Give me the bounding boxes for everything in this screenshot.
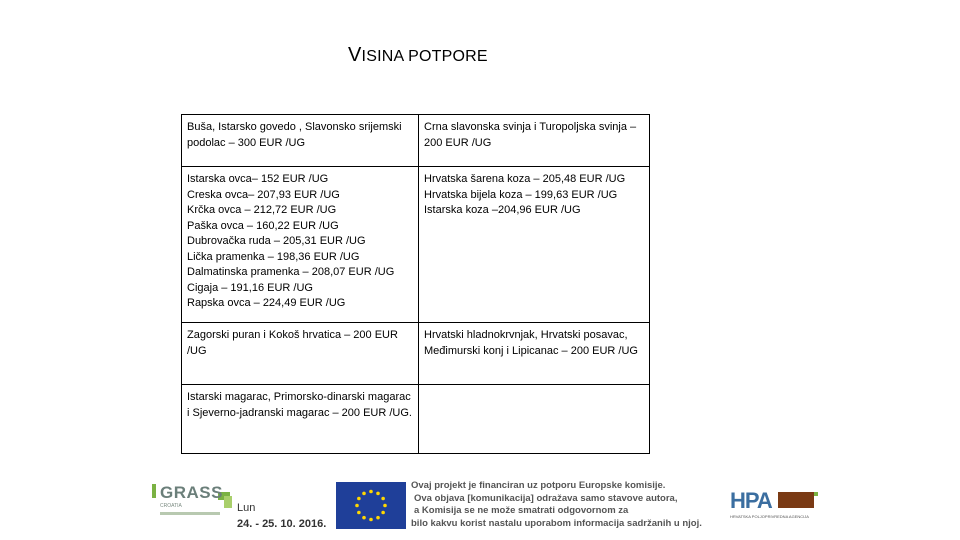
table-cell-right xyxy=(419,115,650,167)
eu-star-icon xyxy=(357,497,361,501)
eu-star-icon xyxy=(381,497,385,501)
eu-star-icon xyxy=(381,511,385,515)
eu-flag-icon xyxy=(336,482,406,529)
eu-star-icon xyxy=(357,511,361,515)
eu-star-icon xyxy=(355,504,359,508)
eu-disclaimer-line: Ova objava [komunikacija] odražava samo stavove autora, xyxy=(414,492,678,504)
table-cell-left xyxy=(182,167,419,323)
support-table xyxy=(181,114,650,454)
eu-disclaimer-line: Ovaj projekt je financiran uz potporu Europske komisije. xyxy=(411,480,666,491)
breed-line: Istarska ovca– 152 EUR /UG xyxy=(187,173,329,185)
table-cell-left xyxy=(182,323,419,385)
breed-line: Hrvatska šarena koza – 205,48 EUR /UG xyxy=(424,173,626,185)
hpa-logo-subtext: HRVATSKA POLJOPRIVREDNA AGENCIJA xyxy=(730,514,809,519)
eu-star-icon xyxy=(383,504,387,508)
eu-star-icon xyxy=(376,492,380,496)
table-row xyxy=(182,167,650,323)
event-place: Lun xyxy=(237,502,256,514)
eu-star-icon xyxy=(362,492,366,496)
hpa-logo-text: HPA xyxy=(730,488,772,513)
cell-text: Istarski magarac, Primorsko-dinarski magarac i Sjeverno-jadranski magarac – 200 EUR /UG. xyxy=(187,391,412,419)
eu-disclaimer xyxy=(411,480,702,530)
title-first-letter: V xyxy=(348,44,362,66)
breed-line: Krčka ovca – 212,72 EUR /UG xyxy=(187,204,337,216)
grass-logo-text: GRASS xyxy=(160,483,223,502)
cell-text: Zagorski puran i Kokoš hrvatica – 200 EUR /UG xyxy=(187,329,398,357)
table-cell-left xyxy=(182,115,419,167)
table-cell-right xyxy=(419,167,650,323)
eu-star-icon xyxy=(369,518,373,522)
event-dates: 24. - 25. 10. 2016. xyxy=(237,518,327,530)
breed-line: Istarska koza –204,96 EUR /UG xyxy=(424,204,581,216)
grass-logo-subtext: CROATIA xyxy=(160,503,182,509)
cell-text: Crna slavonska svinja i Turopoljska svinja – 200 EUR /UG xyxy=(424,121,637,149)
breed-line: Paška ovca – 160,22 EUR /UG xyxy=(187,219,339,232)
eu-star-icon xyxy=(362,516,366,520)
eu-disclaimer-line: a Komisija se ne može smatrati odgovornom za xyxy=(414,505,629,516)
table-row xyxy=(182,385,650,454)
breed-line: Rapska ovca – 224,49 EUR /UG xyxy=(187,297,346,309)
eu-disclaimer-line: bilo kakvu korist nastalu uporabom informacija sadržanih u njoj. xyxy=(411,517,702,529)
breed-line: Dubrovačka ruda – 205,31 EUR /UG xyxy=(187,235,366,247)
table-cell-right xyxy=(419,323,650,385)
breed-line: Lička pramenka – 198,36 EUR /UG xyxy=(187,250,360,263)
title-rest: ISINA POTPORE xyxy=(361,48,488,65)
eu-star-icon xyxy=(369,490,373,494)
slide-title xyxy=(348,44,488,67)
eu-star-icon xyxy=(376,516,380,520)
breed-line: Dalmatinska pramenka – 208,07 EUR /UG xyxy=(187,266,395,278)
breed-line: Cigaja – 191,16 EUR /UG xyxy=(187,281,313,294)
breed-line: Creska ovca– 207,93 EUR /UG xyxy=(187,188,340,201)
table-cell-left xyxy=(182,385,419,454)
table-cell-right xyxy=(419,385,650,454)
cell-text: Hrvatski hladnokrvnjak, Hrvatski posavac, Međimurski konj i Lipicanac – 200 EUR /UG xyxy=(424,329,638,357)
table-row xyxy=(182,115,650,167)
table-row xyxy=(182,323,650,385)
breed-line: Hrvatska bijela koza – 199,63 EUR /UG xyxy=(424,188,618,201)
cell-text: Buša, Istarsko govedo , Slavonsko srijemski podolac – 300 EUR /UG xyxy=(187,121,402,149)
